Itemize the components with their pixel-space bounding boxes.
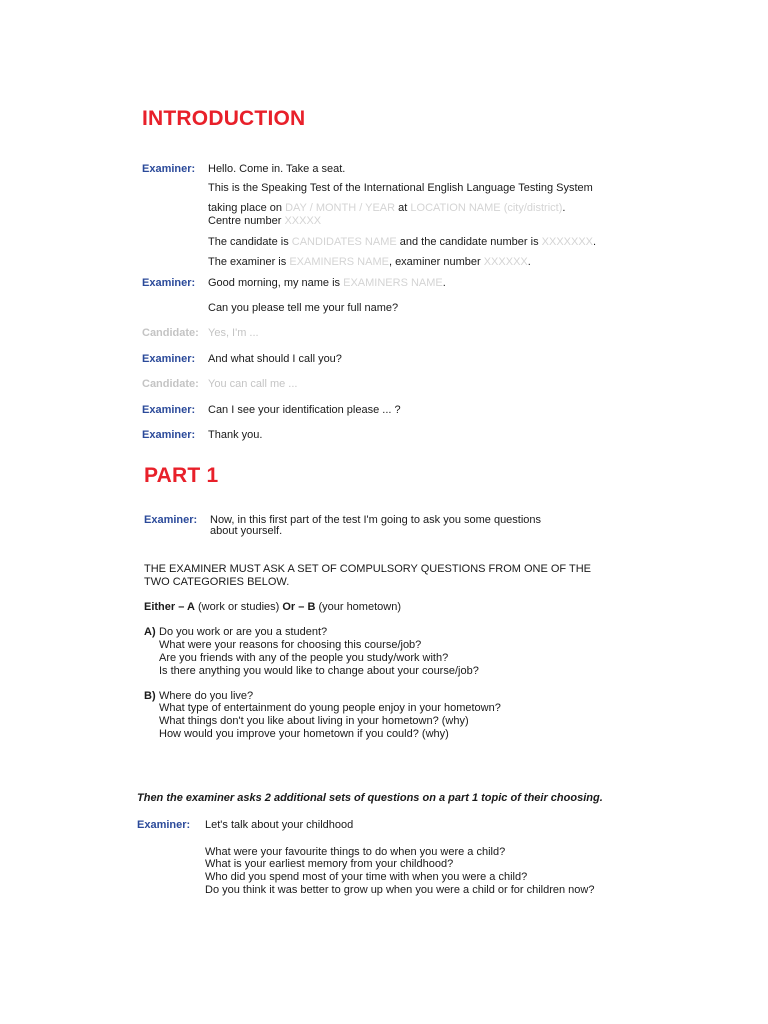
speaker-examiner: Examiner: — [142, 163, 196, 175]
category-a-question: Are you friends with any of the people you study/work with? — [159, 652, 449, 664]
speaker-candidate: Candidate: — [142, 378, 199, 390]
childhood-question: What were your favourite things to do when you were a child? — [205, 846, 506, 858]
centre-prefix: Centre number — [208, 215, 285, 227]
candidate-reply-call: You can call me ... — [208, 378, 298, 390]
thank-you-line: Thank you. — [208, 429, 263, 441]
or-b-note: (your hometown) — [315, 601, 401, 613]
candidate-line — [208, 236, 596, 249]
category-b-question: What things don't you like about living in your hometown? (why) — [159, 715, 469, 727]
candidate-name-placeholder: CANDIDATES NAME — [291, 236, 397, 248]
childhood-question: Do you think it was better to grow up when you were a child or for children now? — [205, 884, 595, 896]
speaker-examiner: Examiner: — [142, 277, 196, 289]
greet-prefix: Good morning, my name is — [208, 277, 344, 289]
location-placeholder: LOCATION NAME (city/district) — [410, 202, 563, 214]
or-b-label: Or – B — [282, 601, 316, 613]
speaker-candidate: Candidate: — [142, 327, 199, 339]
part1-intro-line1: Now, in this first part of the test I'm going to ask you some questions — [210, 514, 542, 526]
category-b-question: What type of entertainment do young people enjoy in your hometown? — [159, 702, 501, 714]
examiner-prefix: The examiner is — [208, 256, 290, 268]
either-a-label: Either – A — [144, 601, 195, 613]
category-b-label: B) — [144, 690, 156, 702]
identification-line: Can I see your identification please ... ? — [208, 404, 401, 416]
examiner-number-placeholder: XXXXXX — [483, 256, 528, 268]
compulsory-note-line1: THE EXAMINER MUST ASK A SET OF COMPULSORY QUESTIONS FROM ONE OF THE — [144, 563, 592, 575]
childhood-intro-line: Let's talk about your childhood — [205, 819, 354, 831]
childhood-question: Who did you spend most of your time with when you were a child? — [205, 871, 528, 883]
category-a-question: What were your reasons for choosing this course/job? — [159, 639, 422, 651]
candidate-reply-name: Yes, I'm ... — [208, 327, 259, 339]
candidate-number-placeholder: XXXXXXX — [541, 236, 593, 248]
intro-greeting-line: Hello. Come in. Take a seat. — [208, 163, 346, 175]
category-a-label: A) — [144, 626, 156, 638]
good-morning-line — [208, 277, 446, 290]
location-mid: at — [395, 202, 411, 214]
category-choice-line — [144, 601, 401, 614]
category-a-question: Do you work or are you a student? — [159, 626, 328, 638]
location-post: . — [562, 202, 566, 214]
examiner-mid: , examiner number — [388, 256, 484, 268]
candidate-post: . — [593, 236, 597, 248]
candidate-prefix: The candidate is — [208, 236, 292, 248]
part1-heading: PART 1 — [144, 464, 219, 487]
centre-placeholder: XXXXX — [284, 215, 322, 227]
call-you-line: And what should I call you? — [208, 353, 342, 365]
speaker-examiner: Examiner: — [137, 819, 191, 831]
part1-intro-line2: about yourself. — [210, 525, 283, 537]
intro-location-line — [208, 202, 565, 215]
childhood-question: What is your earliest memory from your childhood? — [205, 858, 454, 870]
examiner-name-placeholder: EXAMINERS NAME — [289, 256, 389, 268]
speaker-examiner: Examiner: — [142, 429, 196, 441]
greet-post: . — [442, 277, 446, 289]
greet-name-placeholder: EXAMINERS NAME — [343, 277, 443, 289]
examiner-line — [208, 256, 531, 269]
ask-full-name-line: Can you please tell me your full name? — [208, 302, 399, 314]
examiner-post: . — [527, 256, 531, 268]
category-b-question: Where do you live? — [159, 690, 254, 702]
compulsory-note-line2: TWO CATEGORIES BELOW. — [144, 576, 290, 588]
location-prefix: taking place on — [208, 202, 286, 214]
speaker-examiner: Examiner: — [142, 404, 196, 416]
intro-test-line: This is the Speaking Test of the International English Language Testing System — [208, 182, 593, 194]
date-placeholder: DAY / MONTH / YEAR — [285, 202, 396, 214]
introduction-heading: INTRODUCTION — [142, 107, 306, 130]
speaker-examiner: Examiner: — [142, 353, 196, 365]
additional-questions-note: Then the examiner asks 2 additional sets of questions on a part 1 topic of their choosing. — [137, 792, 603, 804]
category-a-question: Is there anything you would like to change about your course/job? — [159, 665, 479, 677]
speaker-examiner: Examiner: — [144, 514, 198, 526]
candidate-mid: and the candidate number is — [396, 236, 542, 248]
either-a-note: (work or studies) — [194, 601, 283, 613]
category-b-question: How would you improve your hometown if you could? (why) — [159, 728, 449, 740]
centre-number-line — [208, 215, 321, 228]
